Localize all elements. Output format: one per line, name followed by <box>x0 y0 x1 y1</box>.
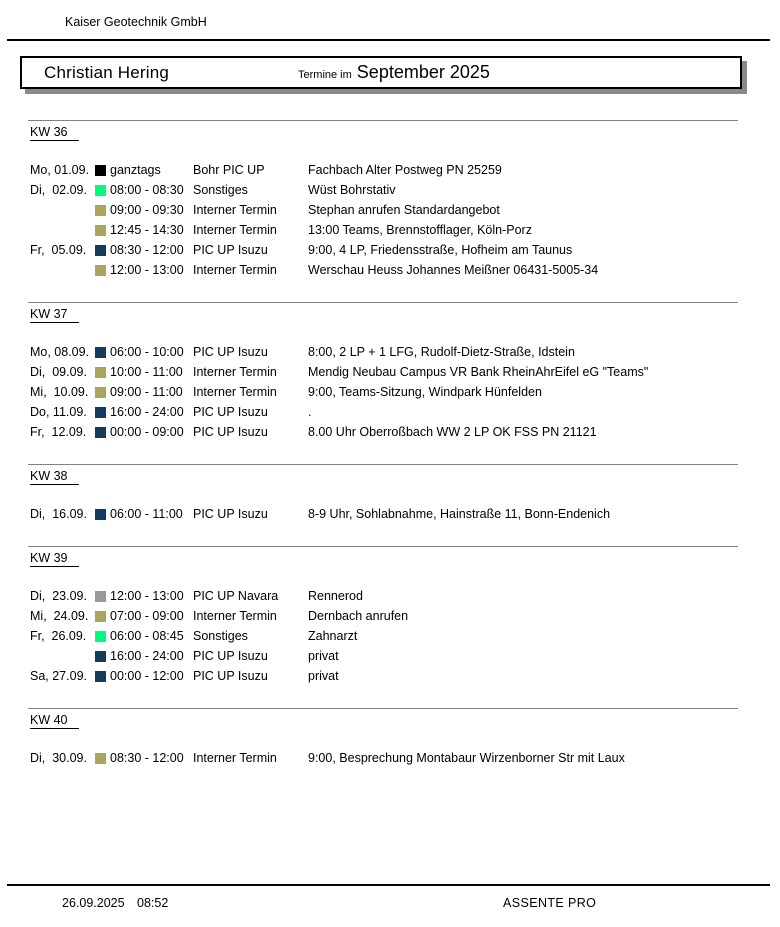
section-rows <box>0 504 780 524</box>
section-divider <box>28 120 738 121</box>
row-swatch-cell <box>95 387 110 398</box>
category-color-swatch <box>95 165 106 176</box>
row-date: Sa, 27.09. <box>30 669 87 683</box>
category-color-swatch <box>95 367 106 378</box>
row-description: 9:00, Teams-Sitzung, Windpark Hünfelden <box>308 385 542 399</box>
appointment-row <box>0 160 780 180</box>
row-time: 12:00 - 13:00 <box>110 263 184 277</box>
row-description: 9:00, Besprechung Montabaur Wirzenborner Str mit Laux <box>308 751 625 765</box>
row-swatch-cell <box>95 591 110 602</box>
row-date: Di, 09.09. <box>30 365 87 379</box>
category-color-swatch <box>95 509 106 520</box>
row-category: PIC UP Isuzu <box>193 243 268 257</box>
row-description: Fachbach Alter Postweg PN 25259 <box>308 163 502 177</box>
row-description: 8:00, 2 LP + 1 LFG, Rudolf-Dietz-Straße, Idstein <box>308 345 575 359</box>
row-time: 10:00 - 11:00 <box>110 365 183 379</box>
row-category: PIC UP Navara <box>193 589 279 603</box>
row-swatch-cell <box>95 651 110 662</box>
appointment-row <box>0 606 780 626</box>
row-swatch-cell <box>95 509 110 520</box>
row-swatch-cell <box>95 225 110 236</box>
row-swatch-cell <box>95 205 110 216</box>
row-category: Interner Termin <box>193 203 277 217</box>
section-divider <box>28 302 738 303</box>
appointment-row <box>0 342 780 362</box>
row-time: 06:00 - 10:00 <box>110 345 184 359</box>
row-description: Rennerod <box>308 589 363 603</box>
row-date: Di, 16.09. <box>30 507 87 521</box>
row-swatch-cell <box>95 407 110 418</box>
row-time: 06:00 - 11:00 <box>110 507 183 521</box>
row-description: Dernbach anrufen <box>308 609 409 623</box>
week-label: KW 39 <box>30 551 79 567</box>
row-category: Interner Termin <box>193 223 277 237</box>
row-time: 12:00 - 13:00 <box>110 589 184 603</box>
category-color-swatch <box>95 245 106 256</box>
appointment-row <box>0 666 780 686</box>
row-swatch-cell <box>95 611 110 622</box>
row-time: 06:00 - 08:45 <box>110 629 184 643</box>
appointment-row <box>0 180 780 200</box>
row-time: 00:00 - 12:00 <box>110 669 184 683</box>
row-time: 00:00 - 09:00 <box>110 425 184 439</box>
week-section <box>0 464 780 524</box>
week-label: KW 38 <box>30 469 79 485</box>
row-category: Bohr PIC UP <box>193 163 265 177</box>
row-date: Mo, 08.09. <box>30 345 90 359</box>
row-time: 08:30 - 12:00 <box>110 243 184 257</box>
appointment-row <box>0 362 780 382</box>
row-description: Werschau Heuss Johannes Meißner 06431-5005-34 <box>308 263 599 277</box>
row-time: 08:00 - 08:30 <box>110 183 184 197</box>
category-color-swatch <box>95 631 106 642</box>
row-swatch-cell <box>95 165 110 176</box>
appointment-row <box>0 240 780 260</box>
footer-divider <box>7 884 770 886</box>
report-title <box>298 62 490 83</box>
row-description: privat <box>308 649 339 663</box>
row-swatch-cell <box>95 265 110 276</box>
row-date: Mi, 24.09. <box>30 609 89 623</box>
appointment-row <box>0 586 780 606</box>
row-description: 13:00 Teams, Brennstofflager, Köln-Porz <box>308 223 532 237</box>
row-description: Mendig Neubau Campus VR Bank RheinAhrEifel eG "Teams" <box>308 365 649 379</box>
row-date: Do, 11.09. <box>30 405 87 419</box>
row-time: 09:00 - 11:00 <box>110 385 183 399</box>
appointment-row <box>0 626 780 646</box>
appointment-row <box>0 422 780 442</box>
row-date: Fr, 12.09. <box>30 425 87 439</box>
row-time: 08:30 - 12:00 <box>110 751 184 765</box>
week-label: KW 36 <box>30 125 79 141</box>
row-description: Wüst Bohrstativ <box>308 183 396 197</box>
row-swatch-cell <box>95 631 110 642</box>
footer-print-time: 08:52 <box>137 896 169 910</box>
row-category: Interner Termin <box>193 365 277 379</box>
report-header-box <box>20 56 742 89</box>
week-label: KW 40 <box>30 713 79 729</box>
appointment-row <box>0 220 780 240</box>
week-section <box>0 120 780 280</box>
section-rows <box>0 748 780 768</box>
row-swatch-cell <box>95 347 110 358</box>
row-swatch-cell <box>95 245 110 256</box>
week-section <box>0 546 780 686</box>
appointment-row <box>0 200 780 220</box>
category-color-swatch <box>95 651 106 662</box>
row-category: PIC UP Isuzu <box>193 345 268 359</box>
row-category: PIC UP Isuzu <box>193 669 268 683</box>
row-description: Zahnarzt <box>308 629 358 643</box>
row-time: 12:45 - 14:30 <box>110 223 184 237</box>
section-rows <box>0 160 780 280</box>
category-color-swatch <box>95 265 106 276</box>
row-swatch-cell <box>95 367 110 378</box>
row-time: 16:00 - 24:00 <box>110 649 184 663</box>
row-category: Interner Termin <box>193 385 277 399</box>
row-date: Di, 02.09. <box>30 183 87 197</box>
row-description: 8-9 Uhr, Sohlabnahme, Hainstraße 11, Bonn-Endenich <box>308 507 611 521</box>
person-name: Christian Hering <box>44 63 170 82</box>
row-swatch-cell <box>95 427 110 438</box>
row-category: PIC UP Isuzu <box>193 425 268 439</box>
category-color-swatch <box>95 205 106 216</box>
footer-brand: ASSENTE PRO <box>503 896 597 910</box>
row-date: Mi, 10.09. <box>30 385 89 399</box>
row-date: Di, 30.09. <box>30 751 87 765</box>
row-description: . <box>308 405 312 419</box>
appointment-row <box>0 382 780 402</box>
category-color-swatch <box>95 387 106 398</box>
section-rows <box>0 342 780 442</box>
row-description: Stephan anrufen Standardangebot <box>308 203 500 217</box>
appointment-row <box>0 402 780 422</box>
row-category: PIC UP Isuzu <box>193 405 268 419</box>
row-date: Di, 23.09. <box>30 589 87 603</box>
week-label: KW 37 <box>30 307 79 323</box>
footer-print-date: 26.09.2025 <box>62 896 125 910</box>
category-color-swatch <box>95 347 106 358</box>
row-category: PIC UP Isuzu <box>193 649 268 663</box>
row-category: Interner Termin <box>193 751 277 765</box>
category-color-swatch <box>95 225 106 236</box>
row-swatch-cell <box>95 753 110 764</box>
row-time: 07:00 - 09:00 <box>110 609 184 623</box>
appointment-row <box>0 748 780 768</box>
row-category: PIC UP Isuzu <box>193 507 268 521</box>
section-divider <box>28 708 738 709</box>
row-date: Fr, 26.09. <box>30 629 87 643</box>
row-description: privat <box>308 669 339 683</box>
row-swatch-cell <box>95 671 110 682</box>
row-description: 9:00, 4 LP, Friedensstraße, Hofheim am Taunus <box>308 243 573 257</box>
company-name: Kaiser Geotechnik GmbH <box>65 15 207 29</box>
row-time: 16:00 - 24:00 <box>110 405 184 419</box>
category-color-swatch <box>95 427 106 438</box>
row-date: Mo, 01.09. <box>30 163 90 177</box>
appointment-row <box>0 260 780 280</box>
row-category: Sonstiges <box>193 629 248 643</box>
category-color-swatch <box>95 611 106 622</box>
row-category: Interner Termin <box>193 609 277 623</box>
section-rows <box>0 586 780 686</box>
category-color-swatch <box>95 407 106 418</box>
row-category: Interner Termin <box>193 263 277 277</box>
section-divider <box>28 546 738 547</box>
row-category: Sonstiges <box>193 183 248 197</box>
category-color-swatch <box>95 591 106 602</box>
category-color-swatch <box>95 671 106 682</box>
category-color-swatch <box>95 753 106 764</box>
row-date: Fr, 05.09. <box>30 243 87 257</box>
row-swatch-cell <box>95 185 110 196</box>
header-divider <box>7 39 770 41</box>
section-divider <box>28 464 738 465</box>
category-color-swatch <box>95 185 106 196</box>
row-description: 8.00 Uhr Oberroßbach WW 2 LP OK FSS PN 21121 <box>308 425 597 439</box>
week-section <box>0 302 780 442</box>
appointment-row <box>0 646 780 666</box>
appointment-row <box>0 504 780 524</box>
report-title-month: September 2025 <box>356 62 490 82</box>
row-time: 09:00 - 09:30 <box>110 203 184 217</box>
report-title-prefix: Termine im <box>298 69 352 81</box>
sections <box>0 120 780 790</box>
week-section <box>0 708 780 768</box>
row-time: ganztags <box>110 163 161 177</box>
